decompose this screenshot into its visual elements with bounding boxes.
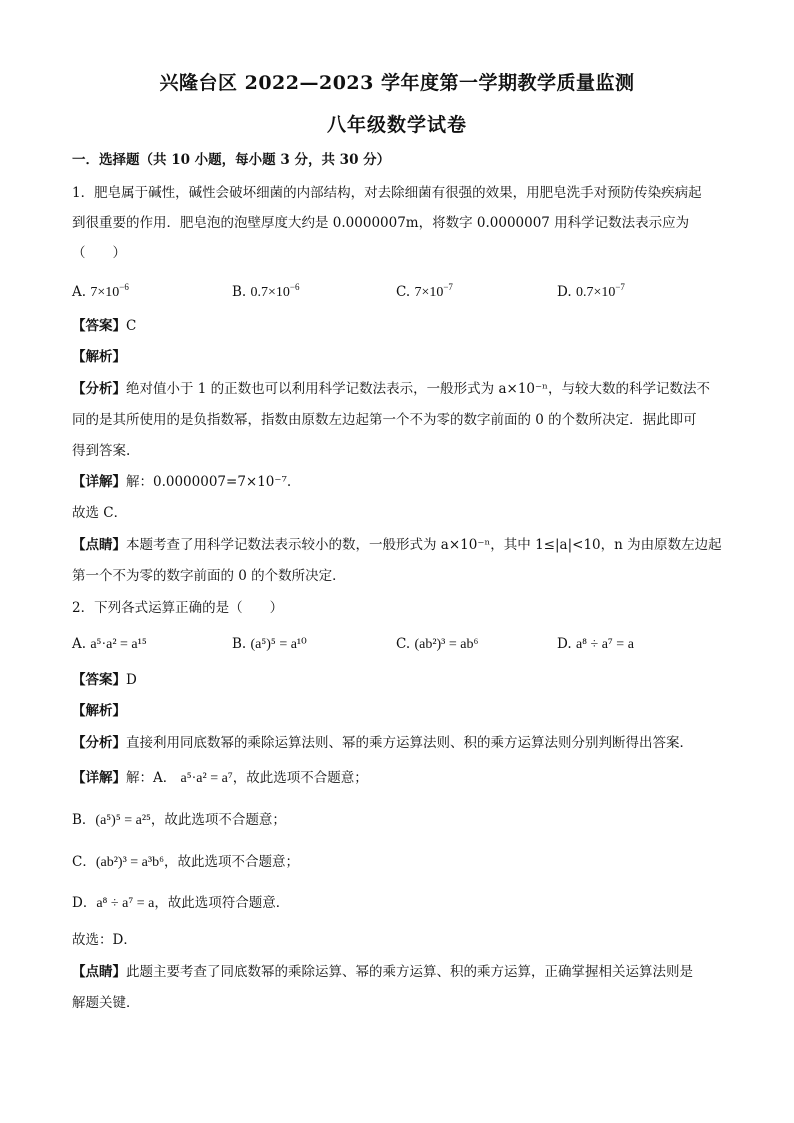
q2-stem: 2．下列各式运算正确的是（ ） bbox=[72, 600, 284, 616]
answer-value: C bbox=[126, 318, 137, 334]
option-expression: (a⁵)⁵ = a¹⁰ bbox=[250, 637, 307, 652]
q2-dianjing-line-2: 解题关键． bbox=[72, 995, 140, 1011]
detail-c-expression: (ab²)³ = a³b⁶ bbox=[95, 855, 164, 870]
option-expression: $7\times 10^{-6}$ bbox=[90, 282, 129, 300]
q1-option-b bbox=[232, 282, 300, 303]
answer-tag: 【答案】 bbox=[72, 672, 126, 688]
detail-a-expression: a⁵·a² = a⁷ bbox=[180, 771, 233, 786]
detail-b-expression: (a⁵)⁵ = a²⁵ bbox=[95, 813, 151, 828]
option-label: B. bbox=[232, 636, 247, 652]
q1-stem-line-1: 1．肥皂属于碱性，碱性会破坏细菌的内部结构，对去除细菌有很强的效果，用肥皂洗手对预防传染疾病起 bbox=[72, 185, 702, 201]
answer-tag: 【答案】 bbox=[72, 318, 126, 334]
detail-tag: 【详解】 bbox=[72, 770, 126, 786]
q2-answer bbox=[72, 670, 137, 690]
q1-dianjing-line-1: 【点睛】本题考查了用科学记数法表示较小的数，一般形式为 a×10⁻ⁿ，其中 1≤|a|<10，n 为由原数左边起 bbox=[72, 537, 722, 553]
option-label: A. bbox=[72, 284, 87, 300]
q2-option-d bbox=[557, 634, 634, 655]
detail-d-expression: a⁸ ÷ a⁷ = a bbox=[96, 896, 155, 911]
q1-answer bbox=[72, 316, 136, 336]
q2-conclusion: 故选：D． bbox=[72, 932, 137, 948]
option-label: C. bbox=[396, 284, 411, 300]
option-label: B. bbox=[232, 284, 247, 300]
q1-option-a bbox=[72, 282, 129, 303]
option-expression: (ab²)³ = ab⁶ bbox=[414, 637, 479, 652]
q2-detail-a: 【详解】解：A． a⁵·a² = a⁷，故此选项不合题意； bbox=[72, 770, 368, 786]
q1-conclusion: 故选 C． bbox=[72, 505, 128, 521]
option-expression: $0.7\times 10^{-7}$ bbox=[575, 282, 625, 300]
fenxi-tag: 【分析】 bbox=[72, 735, 126, 751]
q1-fenxi-line-2: 同的是其所使用的是负指数幂，指数由原数左边起第一个不为零的数字前面的 0 的个数所决定．据此即可 bbox=[72, 412, 697, 428]
q2-analysis-tag: 【解析】 bbox=[72, 703, 126, 719]
q1-dianjing-line-2: 第一个不为零的数字前面的 0 的个数所决定． bbox=[72, 568, 346, 584]
option-label: A. bbox=[72, 636, 87, 652]
q2-option-c bbox=[396, 634, 478, 655]
q2-fenxi: 【分析】直接利用同底数幂的乘除运算法则、幂的乘方运算法则、积的乘方运算法则分别判断得出答案． bbox=[72, 735, 693, 751]
q1-detail: 【详解】解：0.0000007=7×10⁻⁷. bbox=[72, 474, 292, 490]
option-expression: $0.7\times 10^{-6}$ bbox=[250, 282, 300, 300]
q2-detail-d: D．a⁸ ÷ a⁷ = a，故此选项符合题意． bbox=[72, 895, 290, 911]
q2-option-a bbox=[72, 634, 147, 655]
document-title: 兴隆台区 2022—2023 学年度第一学期教学质量监测 bbox=[159, 72, 635, 94]
q2-dianjing-line-1: 【点睛】此题主要考查了同底数幂的乘除运算、幂的乘方运算、积的乘方运算，正确掌握相关运算法则是 bbox=[72, 964, 693, 980]
answer-value: D bbox=[126, 672, 137, 688]
option-expression: a⁸ ÷ a⁷ = a bbox=[575, 637, 634, 652]
q1-analysis-tag: 【解析】 bbox=[72, 349, 126, 365]
option-expression: a⁵·a² = a¹⁵ bbox=[90, 637, 147, 652]
q1-stem-line-3: （ ） bbox=[72, 245, 126, 261]
document-subtitle: 八年级数学试卷 bbox=[326, 114, 467, 136]
q2-detail-b: B．(a⁵)⁵ = a²⁵，故此选项不合题意； bbox=[72, 812, 286, 828]
dianjing-tag: 【点睛】 bbox=[72, 964, 126, 980]
option-label: D. bbox=[557, 636, 572, 652]
option-label: C. bbox=[396, 636, 411, 652]
q1-fenxi-line-3: 得到答案. bbox=[72, 443, 131, 459]
dianjing-tag: 【点睛】 bbox=[72, 537, 126, 553]
q1-stem-line-2: 到很重要的作用．肥皂泡的泡壁厚度大约是 0.0000007m，将数字 0.0000007 用科学记数法表示应为 bbox=[72, 215, 690, 231]
q2-option-b bbox=[232, 634, 307, 655]
q1-option-d bbox=[557, 282, 625, 303]
section-heading: 一．选择题（共 10 小题，每小题 3 分，共 30 分） bbox=[72, 152, 391, 168]
q1-option-c bbox=[396, 282, 453, 303]
fenxi-tag: 【分析】 bbox=[72, 381, 126, 397]
q1-fenxi-line-1: 【分析】绝对值小于 1 的正数也可以利用科学记数法表示，一般形式为 a×10⁻ⁿ，与较大数的科学记数法不 bbox=[72, 381, 710, 397]
option-expression: $7\times 10^{-7}$ bbox=[414, 282, 453, 300]
option-label: D. bbox=[557, 284, 572, 300]
detail-tag: 【详解】 bbox=[72, 474, 126, 490]
q2-detail-c: C．(ab²)³ = a³b⁶，故此选项不合题意； bbox=[72, 854, 299, 870]
